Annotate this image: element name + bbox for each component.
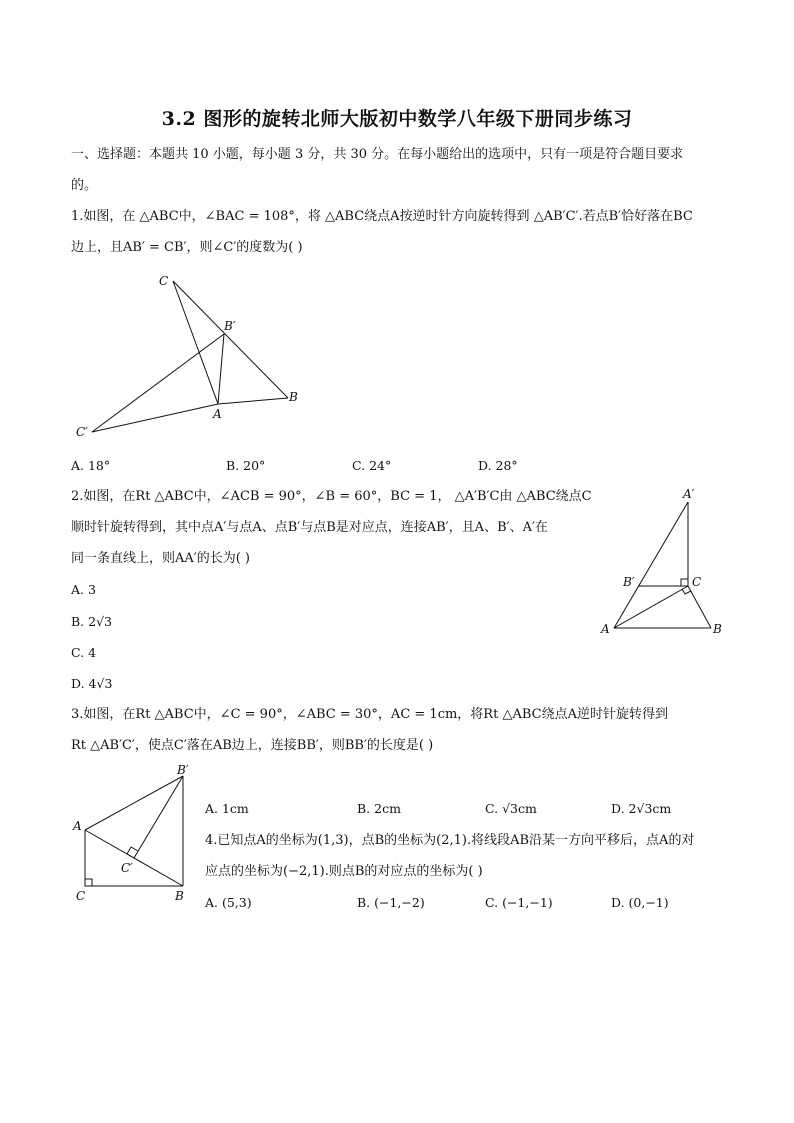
q3-option-b[interactable]: B. 2cm	[357, 801, 401, 816]
q1-label-A: A	[213, 407, 222, 421]
q2-label-C: C	[692, 575, 702, 589]
q1-label-B: B	[289, 390, 298, 404]
q3-option-a[interactable]: A. 1cm	[205, 801, 249, 816]
q1-option-c[interactable]: C. 24°	[352, 458, 392, 473]
q2-segment-C-B	[688, 586, 711, 628]
q3-stem-line-2: Rt △AB′C′，使点C′落在AB边上，连接BB′，则BB′的长度是( )	[71, 738, 434, 753]
q4-option-a[interactable]: A. (5,3)	[205, 895, 252, 910]
q3-right-angle-mark-C	[85, 879, 92, 886]
q2-option-c[interactable]: C. 4	[71, 645, 97, 660]
q3-label-B: B	[175, 889, 184, 903]
q1-segment-A-B	[218, 398, 288, 404]
q3-label-A: A	[73, 819, 82, 833]
section-instructions-line-1: 一、选择题：本题共 10 小题，每小题 3 分，共 30 分。在每小题给出的选项中，只有一项是符合题目要求	[71, 147, 684, 162]
q2-option-b[interactable]: B. 2√3	[71, 614, 113, 629]
q3-right-angle-mark-Cp	[127, 847, 138, 854]
q1-stem-line-2: 边上，且AB′ = CB′，则∠C′的度数为( )	[71, 240, 303, 255]
q3-option-d[interactable]: D. 2√3cm	[611, 801, 672, 816]
q2-figure	[590, 480, 740, 645]
q1-stem-line-1: 1.如图，在 △ABC中，∠BAC = 108°，将 △ABC绕点A按逆时针方向旋转得到 △AB′C′.若点B′恰好落在BC	[71, 209, 693, 224]
q1-label-Bp: B′	[224, 319, 236, 333]
q2-option-d[interactable]: D. 4√3	[71, 676, 113, 691]
q2-option-a[interactable]: A. 3	[71, 582, 96, 597]
q1-segment-Bp-A	[218, 334, 224, 404]
q4-stem-line-1: 4.已知点A的坐标为(1,3)，点B的坐标为(2,1).将线段AB沿某一方向平移后，点A的对	[205, 833, 695, 848]
q3-figure	[60, 760, 200, 910]
q3-label-Cp: C′	[121, 861, 133, 875]
q4-option-c[interactable]: C. (−1,−1)	[485, 895, 553, 910]
q2-right-angle-mark-top	[681, 579, 688, 586]
q1-segment-C-B	[173, 281, 288, 398]
q1-segment-C-A	[173, 281, 218, 404]
q1-figure	[60, 265, 320, 445]
q2-segment-A-C	[614, 586, 688, 628]
q3-segment-A-Bp	[85, 776, 183, 830]
q2-label-Bp: B′	[623, 575, 635, 589]
q2-segment-A-Ap	[614, 502, 688, 628]
q1-label-C: C	[159, 274, 169, 288]
q2-label-B: B	[713, 622, 722, 636]
q3-segment-Bp-Cp	[134, 776, 183, 858]
section-instructions-line-2: 的。	[71, 178, 98, 193]
q3-option-c[interactable]: C. √3cm	[485, 801, 537, 816]
q2-stem-line-3: 同一条直线上，则AA′的长为( )	[71, 551, 251, 566]
page-title: 3.2 图形的旋转北师大版初中数学八年级下册同步练习	[161, 108, 633, 130]
q2-label-Ap: A′	[683, 487, 695, 501]
q1-option-d[interactable]: D. 28°	[478, 458, 518, 473]
q3-label-Bp: B′	[177, 763, 189, 777]
q4-option-d[interactable]: D. (0,−1)	[611, 895, 669, 910]
q2-stem-line-2: 顺时针旋转得到，其中点A′与点A、点B′与点B是对应点，连接AB′，且A、B′、A′在	[71, 520, 548, 535]
q2-label-A: A	[601, 622, 610, 636]
q1-label-Cp: C′	[76, 425, 88, 439]
q2-stem-line-1: 2.如图，在Rt △ABC中，∠ACB = 90°，∠B = 60°，BC = 1， △A′B′C由 △ABC绕点C	[71, 489, 592, 504]
q1-option-b[interactable]: B. 20°	[226, 458, 266, 473]
q3-stem-line-1: 3.如图，在Rt △ABC中，∠C = 90°，∠ABC = 30°，AC = 1cm，将Rt △ABC绕点A逆时针旋转得到	[71, 707, 668, 722]
q4-option-b[interactable]: B. (−1,−2)	[357, 895, 425, 910]
q4-stem-line-2: 应点的坐标为(−2,1).则点B的对应点的坐标为( )	[205, 864, 483, 879]
q3-label-C: C	[76, 889, 86, 903]
q1-option-a[interactable]: A. 18°	[71, 458, 111, 473]
